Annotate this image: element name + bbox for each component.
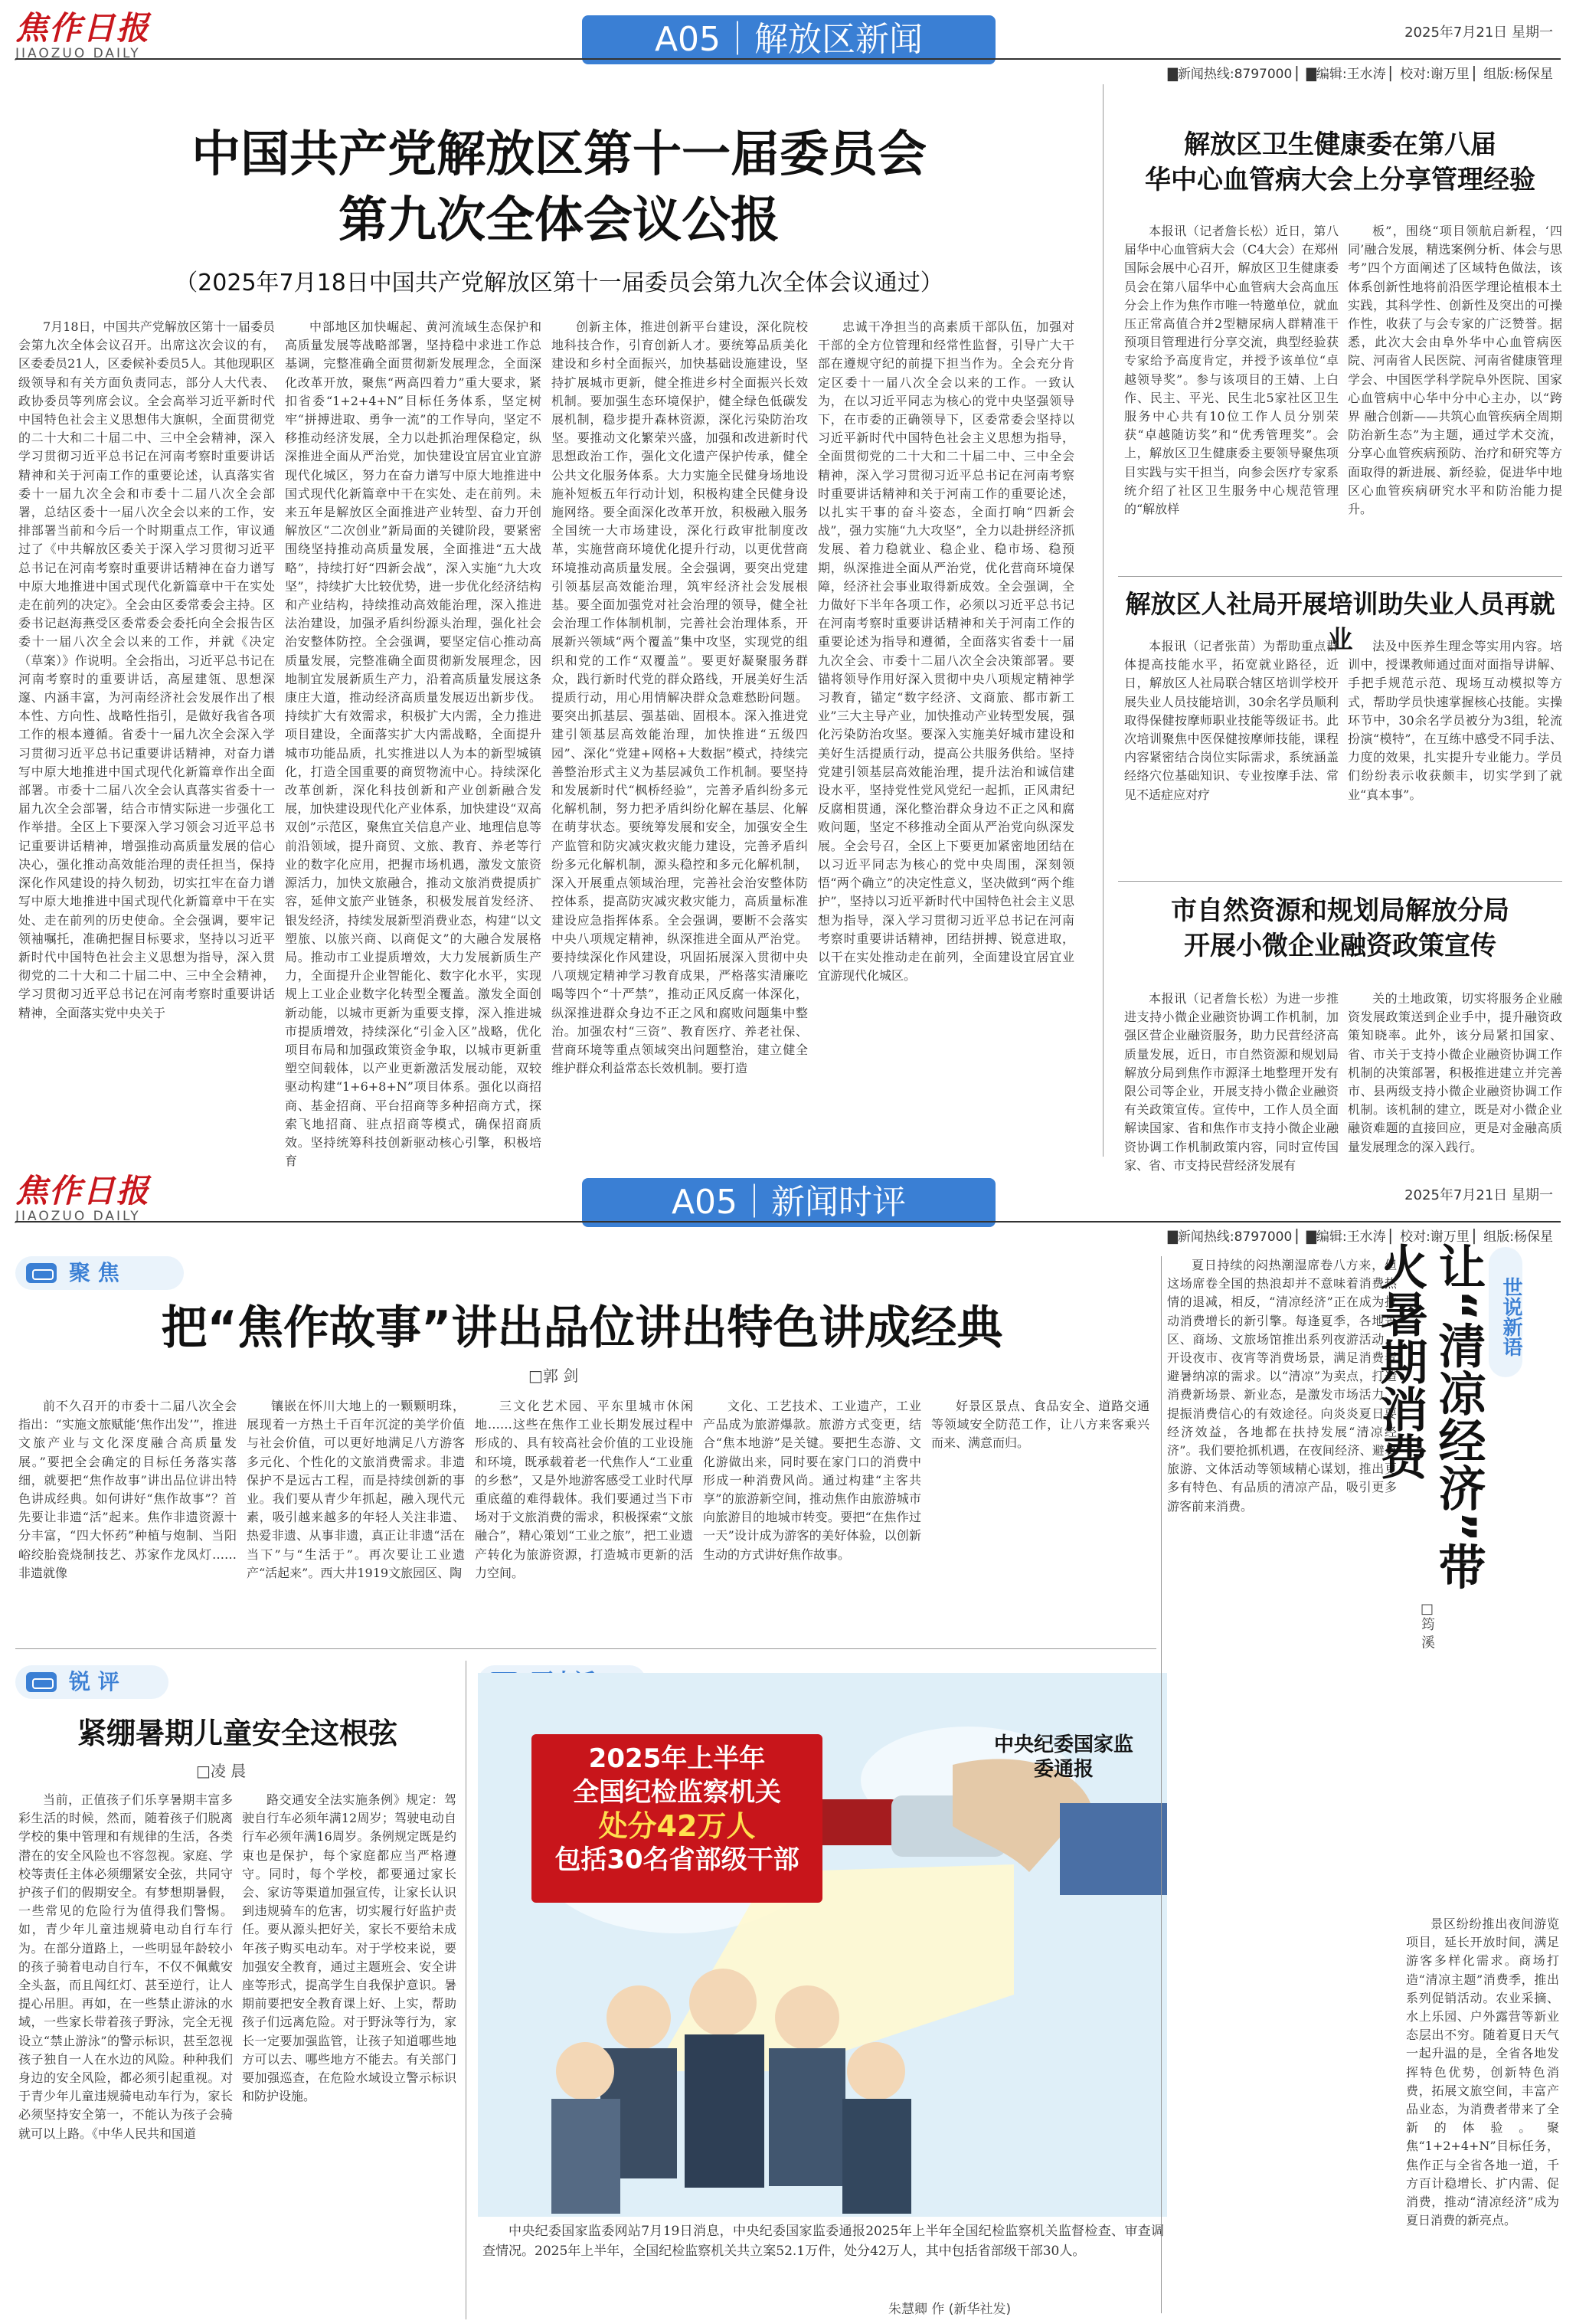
main-headline-line2: 第九次全体会议公报 — [338, 192, 780, 249]
main-article-col3: 创新主体，推进创新平台建设，深化院校地科技合作，引育创新人才。要统筹品质美化建设和乡村全面振兴，加快基础设施建设，坚持扩展城市更新，健全推进乡村全面振兴长效机制。要加强生态环境保护，健全绿色低碳发展机制，稳步提升森林资源，深化污染防治攻坚。要推动文化繁荣兴盛，加强和改进新时代思想政治工作，强化文化遗产保护传承，健全公共文化服务体系。大力实施全民健身场地设施补短板五年行动计划，积极构建全民健身设施网络。要全面深化改革开放，积极融入服务全国统一大市场建设，深化行政审批制度改革，实施营商环境优化提升行动，以更优营商环境推动高质量发展。全会强调，要突出党建引领基层高效能治理，筑牢经济社会发展根基。要全面加强党对社会治理的领导，健全社会治理工作体制机制，完善社会治理体系，开展新兴领域“两个覆盖”集中攻坚，实现党的组织和党的工作“双覆盖”。要更好凝聚服务群众，践行新时代党的群众路线，开展美好生活提质行动，用心用情解决群众急难愁盼问题。要突出抓基层、强基础、固根本。深入推进党建引领基层高效能治理，加快推进“五级四园”、深化“党建+网格+大数据”模式，持续完善整治形式主义为基层减负工作机制。要坚持和发展新时代“枫桥经验”，完善矛盾纠纷多元化解机制，努力把矛盾纠纷化解在基层、化解在萌芽状态。要统筹发展和安全，加强安全生产监管和防灾减灾救灾能力建设，完善矛盾纠纷多元化解机制，源头稳控和多元化解机制，深入开展重点领域治理，完善社会治安整体防控体系，提高防灾减灾救灾能力，高质量标准建设应急指挥体系。全会强调，要断不会落实中央八项规定精神，纵深推进全面从严治党。要持续深化作风建设，巩固拓展深入贯彻中央八项规定精神学习教育成果，严格落实清廉吃喝等四个“十严禁”，推动正风反腐一体深化，纵深推进群众身边不正之风和腐败问题集中整治。加强农村“三资”、教育医疗、养老社保、营商环境等重点领域突出问题整治，建立健全维护群众利益常态长效机制。要打造 — [551, 319, 808, 1076]
cartoon-author: 朱慧卿 作 (新华社发) — [888, 2302, 1012, 2317]
article1-col1: 本报讯（记者詹长松）近日，第八届华中心血管病大会（C4大会）在郑州国际会展中心召开，解放区卫生健康委员会在第八届华中心血管病大会高血压分会上作为焦作市唯一特邀单位，就血压正常高值合并2型糖尿病人群精准干预项目管理进行分享交流，典型经验获专家给予高度肯定，并授予该单位“卓越领导奖”。参与该项目的王婧、上白作、民主、平光、民生北5家社区卫生服务中心共有10位工作人员分别荣获“卓越随访奖”和“优秀管理奖”。会上，解放区卫生健康委主要领导聚焦项目实践与实干担当，向参会医疗专家系统介绍了社区卫生服务中心规范管理的“解放样 — [1124, 224, 1339, 517]
focus-col4: 文化、工艺技术、工业遗产，工业产品成为旅游爆款。旅游方式变更，结合“焦本地游”是关键。要把生态游、文化游做出来，同时要在家门口的消费中形成一种消费风尚。通过构建“主客共享”的旅游新空间，推动焦作由旅游城市向旅游目的地城市转变。要把“在焦作过一天”设计成为游客的美好体验，以创新生动的方式讲好焦作故事。 — [703, 1399, 921, 1562]
main-article-col1: 7月18日，中国共产党解放区第十一届委员会第九次全体会议召开。出席这次会议的有，区委委员21人，区委候补委员5人。其他现职区级领导和有关方面负责同志，部分人大代表、政协委员等列席会议。全会高举习近平新时代中国特色社会主义思想伟大旗帜，全面贯彻党的二十大和二十届二中、三中全会精神，深入学习贯彻习近平总书记在河南考察时重要讲话精神和关于河南工作的重要论述，认真落实省委十一届九次全会和市委十二届八次全会部署，总结区委十一届八次全会以来的工作，安排部署当前和今后一个时期重点工作，审议通过了《中共解放区委关于深入学习贯彻习近平总书记在河南考察时重要讲话精神在奋力谱写中原大地推进中国式现代化新篇章中干在实处走在前列的决定》。全会由区委常委会主持。区委书记赵海燕受区委常委会委托向全会报告区委十一届八次全会以来的工作，并就《决定（草案）》作说明。全会指出，习近平总书记在河南考察时的重要讲话，高屋建瓴、思想深邃、内涵丰富，为河南经济社会发展作出了根本性、方向性、战略性指引，是做好我省各项工作的根本遵循。省委十一届九次全会深入学习贯彻习近平总书记重要讲话精神，对奋力谱写中原大地推进中国式现代化新篇章作出全面部署。市委十二届八次全会认真落实省委十一届九次全会部署，结合市情实际进一步强化工作举措。全区上下要深入学习领会习近平总书记重要讲话精神，增强推动高质量发展的信心决心，强化推动高效能治理的责任担当，保持深化作风建设的持久韧劲，切实扛牢在奋力谱写中原大地推进中国式现代化新篇章中干在实处、走在前列的历史使命。全会强调，要牢记领袖嘱托，准确把握目标要求，坚持以习近平新时代中国特色社会主义思想为指导，深入贯彻党的二十大和二十届二中、三中全会精神，学习贯彻习近平总书记在河南考察时重要讲话精神，全面落实党中央关于 — [18, 319, 275, 1020]
focus-author: □郭 剑 — [528, 1367, 579, 1385]
comment-col1: 当前，正值孩子们乐享暑期丰富多彩生活的时候，然而，随着孩子们脱离学校的集中管理和有规律的生活，各类潜在的安全风险也不容忽视。家庭、学校等责任主体必须绷紧安全弦，共同守护孩子们的假期安全。有梦想期暑假，一些常见的危险行为值得我们警惕。如，青少年儿童违规骑电动自行车行为。在部分道路上，一些明显年龄较小的孩子骑着电动自行车，不仅不佩戴安全头盔，而且闯红灯、甚至逆行，让人提心吊胆。再如，在一些禁止游泳的水域，一些家长带着孩子野泳，完全无视设立“禁止游泳”的警示标识，甚至忽视孩子独自一人在水边的风险。种种我们身边的安全风险，都必须引起重视。对于青少年儿童违规骑电动车行为，家长必须坚持安全第一，不能认为孩子会骑就可以上路。《中华人民共和国道 — [18, 1792, 233, 2141]
editorial-cartoon — [478, 1673, 1167, 2217]
cartoon-caption: 中央纪委国家监委网站7月19日消息，中央纪委国家监委通报2025年上半年全国纪检监察机关监督检查、审查调查情况。2025年上半年，全国纪检监察机关共立案52.1万件，处分42万人，其中包括省部级干部30人。 — [482, 2224, 1164, 2259]
section-banner: A05｜新闻时评 — [582, 1178, 996, 1227]
article3-title-line1: 市自然资源和规划局解放分局 — [1171, 895, 1509, 926]
focus-col5: 好景区景点、食品安全、道路交通等领域安全防范工作，让八方来客乘兴而来、满意而归。 — [931, 1399, 1149, 1451]
side-author: □筠 溪 — [1419, 1601, 1435, 1649]
side-col2: 景区纷纷推出夜间游览项目，延长开放时间，满足游客多样化需求。商场打造“清凉主题”消费季，推出系列促销活动。农业采摘、水上乐园、户外露营等新业态层出不穷。随着夏日天气一起升温的是，全省各地发挥特色优势，创新特色消费，拓展文旅空间，丰富产品业态，为消费者带来了全新的体验。聚焦“1+2+4+N”目标任务，焦作正与全省各地一道，千方百计稳增长、扩内需、促消费，推动“清凉经济”成为夏日消费的新亮点。 — [1406, 1916, 1559, 2228]
main-article-col4: 忠诚干净担当的高素质干部队伍，加强对干部的全方位管理和经常性监督，引导广大干部在遵规守纪的前提下担当作为。全会充分肯定区委十一届八次全会以来的工作。一致认为，在以习近平同志为核心的党中央坚强领导下，在市委的正确领导下，区委常委会坚持以习近平新时代中国特色社会主义思想为指导，全面贯彻党的二十大和二十届二中、三中全会精神，深入学习贯彻习近平总书记在河南考察时重要讲话精神和关于河南工作的重要论述，以扎实干事的奋斗姿态，全面打响“四新会战”，强力实施“九大攻坚”，全力以赴拼经济抓发展、着力稳就业、稳企业、稳市场、稳预期，纵深推进全面从严治党，优化营商环境保障，经济社会事业取得新成效。全会强调，全力做好下半年各项工作，必须以习近平总书记在河南考察时重要讲话精神和关于河南工作的重要论述为指导和遵循，全面落实省委十一届九次全会、市委十二届八次全会决策部署。要锚将领导作用好深入贯彻中央八项规定精神学习教育，锚定“数字经济、文商旅、都市新工业”三大主导产业，加快推动产业转型发展，强化污染防治攻坚。要深入实施美好城市建设和美好生活提质行动，提高公共服务供给。坚持党建引领基层高效能治理，提升法治和诚信建设水平，坚持党性党风党纪一起抓，正风肃纪反腐相贯通，深化整治群众身边不正之风和腐败问题，坚定不移推动全面从严治党向纵深发展。全会号召，全区上下要更加紧密地团结在以习近平同志为核心的党中央周围，深刻领悟“两个确立”的决定性意义，坚决做到“两个维护”，坚持以习近平新时代中国特色社会主义思想为指导，深入学习贯彻习近平总书记在河南考察时重要讲话精神，团结拼搏、锐意进取，以干在实处推动走在前列，全面建设宜居宜业宜游现代化城区。 — [818, 319, 1074, 984]
main-subtitle: （2025年7月18日中国共产党解放区第十一届委员会第九次全体会议通过） — [175, 270, 943, 296]
cartoon-sign: 中央纪委国家监委通报 — [993, 1733, 1133, 1781]
column-divider — [1161, 1256, 1162, 2313]
header-rule — [15, 1221, 1561, 1223]
logo-text: 焦作日报 — [15, 1172, 151, 1209]
issue-date: 2025年7月21日 星期一 — [1404, 1187, 1553, 1203]
speech-bubble-icon — [26, 1263, 57, 1283]
side-section-tag: 世说新语 — [1489, 1247, 1522, 1377]
newspaper-logo — [15, 11, 168, 61]
main-article-col2: 中部地区加快崛起、黄河流域生态保护和高质量发展等战略部署，坚持稳中求进工作总基调，完整准确全面贯彻新发展理念，全面深化改革开放，聚焦“两高四着力”重大要求，紧扣省委“1+2+4+N”目标任务体系，坚定树牢“拼搏进取、勇争一流”的工作导向，坚定不移推动经济发展，全力以赴抓治理保稳定，纵深推进全面从严治党，加快建设宜居宜业宜游现代化城区，努力在奋力谱写中原大地推进中国式现代化新篇章中干在实处、走在前列。未来五年是解放区全面推进产业转型、奋力开创解放区“二次创业”新局面的关键阶段，要紧密围绕坚持推动高质量发展，全面推进“五大战略”，持续打好“四新会战”，深入实施“九大攻坚”，持续扩大比较优势，进一步优化经济结构和产业结构，持续推动高效能治理，深入推进法治建设，加强矛盾纠纷源头治理，强化社会治安整体防控。全会强调，要坚定信心推动高质量发展，完整准确全面贯彻新发展理念，因地制宜发展新质生产力，沿着高质量发展这条康庄大道，推动经济高质量发展迈出新步伐。持续扩大有效需求，积极扩大内需，全力推进项目建设，全面落实扩大内需战略，全面提升城市功能品质，扎实推进以人为本的新型城镇化，打造全国重要的商贸物流中心。持续深化改革创新，深化科技创新和产业创新融合发展，加快建设现代化产业体系，加快建设“双高双创”示范区，聚焦宜关信息产业、地理信息等前沿领域，提升商贸、文旅、教育、养老等行业的数字化应用，把握市场机遇，激发文旅资源活力，加快文旅融合，推动文旅消费提质扩容，延伸文旅产业链条，积极发展首发经济、银发经济，持续发展新型消费业态，构建“以文塑旅、以旅兴商、以商促文”的大融合发展格局。推动市工业提质增效，大力发展新质生产力，全面提升企业智能化、数字化水平，实现规上工业企业数字化转型全覆盖。激发全面创新动能，以城市更新为重要支撑，深入推进城市提质增效，持续深化“引金入区”战略，优化项目布局和加强政策资金争取，以城市更新重塑空间载体，以产业更新激活发展动能，双较驱动构建“1+6+8+N”项目体系。强化以商招商、基金招商、平台招商等多种招商方式，探索飞地招商、驻点招商等模式，确保招商质效。坚持统筹科技创新驱动核心引擎，积极培育 — [285, 319, 541, 1169]
newspaper-logo — [15, 1173, 168, 1224]
focus-headline: 把“焦作故事”讲出品位讲出特色讲成经典 — [161, 1301, 1003, 1355]
side-headline: 让“清凉经济”带火暑期消费 — [1372, 1242, 1486, 1590]
comment-author: □凌 晨 — [196, 1762, 247, 1780]
focus-col3: 三文化艺术园、平东里城市休闲地……这些在焦作工业长期发展过程中形成的、具有较高社会价值的工业设施和环境，既承载着老一代焦作人“工业重的乡愁”，又是外地游客感受工业时代厚重底蕴的难得载体。我们要通过当下市场对于文旅消费的需求，积极探索“文旅融合”，精心策划“工业之旅”，把工业遗产转化为旅游资源，打造城市更新的活力空间。 — [475, 1399, 693, 1580]
focus-col1: 前不久召开的市委十二届八次全会指出：“实施文旅赋能‘焦作出发’”，推进文旅产业与文化深度融合高质量发展。”要把全会确定的目标任务落实落细，就要把“焦作故事”讲出品位讲出特色讲成经典。如何讲好“焦作故事”？首先要让非遗“活”起来。焦作非遗资源十分丰富，“四大怀药”种植与炮制、当阳峪绞胎瓷烧制技艺、苏家作龙凤灯……非遗就像 — [18, 1399, 237, 1580]
section-tag-comment: 锐 评 — [15, 1665, 168, 1699]
divider — [1118, 881, 1562, 882]
article1-title-line1: 解放区卫生健康委在第八届 — [1184, 129, 1496, 160]
comment-col2: 路交通安全法实施条例》规定：驾驶自行车必须年满12周岁；驾驶电动自行车必须年满16周岁。条例规定既是约束也是保护，每个家庭都应当严格遵守。同时，每个学校，都要通过家长会、家访等渠道加强宣传，让家长认识到违规骑车的危害，切实履行好监护责任。要从源头把好关，家长不要给未成年孩子购买电动车。对于学校来说，要加强安全教育，通过主题班会、安全讲座等形式，提高学生自我保护意识。暑期前要把安全教育课上好、上实，帮助孩子们远离危险。对于野泳等行为，家长一定要加强监管，让孩子知道哪些地方可以去、哪些地方不能去。有关部门要加强巡查，在危险水域设立警示标识和防护设施。 — [242, 1792, 456, 2104]
divider — [15, 1648, 1156, 1649]
article1-title-line2: 华中心血管病大会上分享管理经验 — [1145, 165, 1535, 195]
speech-bubble-icon — [26, 1672, 57, 1692]
page-meta: ▇新闻热线:8797000 ▏▇编辑:王水涛 ▏校对:谢万里 ▏组版:杨保星 — [1167, 67, 1553, 82]
comment-headline: 紧绷暑期儿童安全这根弦 — [77, 1717, 397, 1750]
focus-col2: 镶嵌在怀川大地上的一颗颗明珠，展现着一方热土千百年沉淀的美学价值与社会价值，可以更好地满足八方游客多元化、个性化的文旅消费需求。非遗保护不是远古工程，而是持续创新的事业。我们要从青少年抓起，融入现代元素，吸引越来越多的年轻人关注非遗、热爱非遗、从事非遗，真正让非遗“活在当下”与“生活于”。再次要让工业遗产“活起来”。西大井1919文旅园区、陶 — [247, 1399, 465, 1580]
issue-date: 2025年7月21日 星期一 — [1404, 25, 1553, 41]
article3-col1: 本报讯（记者詹长松）为进一步推进支持小微企业融资协调工作机制，加强区营企业融资服务，助力民营经济高质量发展，近日，市自然资源和规划局解放分局到焦作市源泽土地整理开发有限公司等企业，开展支持小微企业融资有关政策宣传。宣传中，工作人员全面解读国家、省和焦作市支持小微企业融资协调工作机制政策内容，同时宣传国家、省、市支持民营经济发展有 — [1124, 991, 1339, 1173]
article2-title: 解放区人社局开展培训助失业人员再就业 — [1125, 589, 1555, 654]
section-tag-focus: 聚 焦 — [15, 1256, 184, 1290]
column-divider — [1103, 84, 1104, 1157]
logo-subtitle: JIAOZUO DAILY — [15, 1209, 141, 1224]
article3-title-line2: 开展小微企业融资政策宣传 — [1184, 931, 1496, 961]
logo-text: 焦作日报 — [15, 9, 151, 47]
article2-col1: 本报讯（记者张苗）为帮助重点群体提高技能水平，拓宽就业路径，近日，解放区人社局联合辖区培训学校开展失业人员技能培训，30余名学员顺利取得保健按摩师职业技能等级证书。此次培训聚焦中医保健按摩师技能，课程内容紧密结合岗位实际需求，系统涵盖经络穴位基础知识、专业按摩手法、常见不适症应对疗 — [1124, 639, 1339, 802]
side-col1: 夏日持续的闷热潮湿席卷八方来，但这场席卷全国的热浪却并不意味着消费热情的退减，相反，“清凉经济”正在成为拉动消费增长的新引擎。每逢夏季，各地景区、商场、文旅场馆推出系列夜游活动，开设夜市、夜宵等消费场景，满足消费者避暑纳凉的需求。以“清凉”为卖点，打造消费新场景、新业态，是激发市场活力、提振消费信心的有效途径。向炎炎夏日要经济效益，各地都在扶持发展“清凉经济”。我们要抢抓机遇，在夜间经济、避暑旅游、文体活动等领域精心谋划，推出更多有特色、有品质的清凉产品，吸引更多游客前来消费。 — [1167, 1258, 1397, 1514]
article1-col2: 板”，围绕“项目领航启新程，‘四同’融合发展，精选案例分析、体会与思考”四个方面阐述了区域特色做法，该体系创新性地将前沿医学理论植根本土实践，其科学性、创新性及突出的可操作性，收获了与会专家的广泛赞誉。据悉，此次大会由阜外华中心血管病医院、河南省人民医院、河南省健康管理学会、中国医学科学院阜外医院、国家心血管病中心华中分中心主办，以“跨界 融合创新——共筑心血管疾病全周期防治新生态”为主题，通过学术交流，分享心血管疾病预防、治疗和研究等方面取得的新进展、新经验，促进华中地区心血管疾病研究水平和防治能力提升。 — [1348, 224, 1562, 517]
article2-col2: 法及中医养生理念等实用内容。培训中，授课教师通过面对面指导讲解、手把手规范示范、现场互动模拟等方式，帮助学员快速掌握核心技能。实操环节中，30余名学员被分为3组，轮流扮演“模特”，在互练中感受不同手法、力度的效果，扎实提升专业能力。学员们纷纷表示收获颇丰，切实学到了就业“真本事”。 — [1348, 639, 1562, 802]
page-meta: ▇新闻热线:8797000 ▏▇编辑:王水涛 ▏校对:谢万里 ▏组版:杨保星 — [1167, 1229, 1553, 1245]
header-rule — [15, 58, 1561, 60]
section-banner: A05｜解放区新闻 — [582, 15, 996, 64]
divider — [1118, 576, 1562, 577]
main-headline-line1: 中国共产党解放区第十一届委员会 — [191, 126, 927, 183]
logo-subtitle: JIAOZUO DAILY — [15, 46, 141, 61]
article3-col2: 关的土地政策，切实将服务企业融资发展政策送到企业手中，提升融资政策知晓率。此外，该分局紧扣国家、省、市关于支持小微企业融资协调工作机制的决策部署，积极推进建立并完善市、县两级支持小微企业融资协调工作机制。该机制的建立，既是对小微企业融资难题的直接回应，更是对金融高质量发展理念的深入践行。 — [1348, 991, 1562, 1154]
cartoon-board: 2025年上半年 全国纪检监察机关 处分42万人 包括30名省部级干部 — [554, 1743, 799, 1875]
